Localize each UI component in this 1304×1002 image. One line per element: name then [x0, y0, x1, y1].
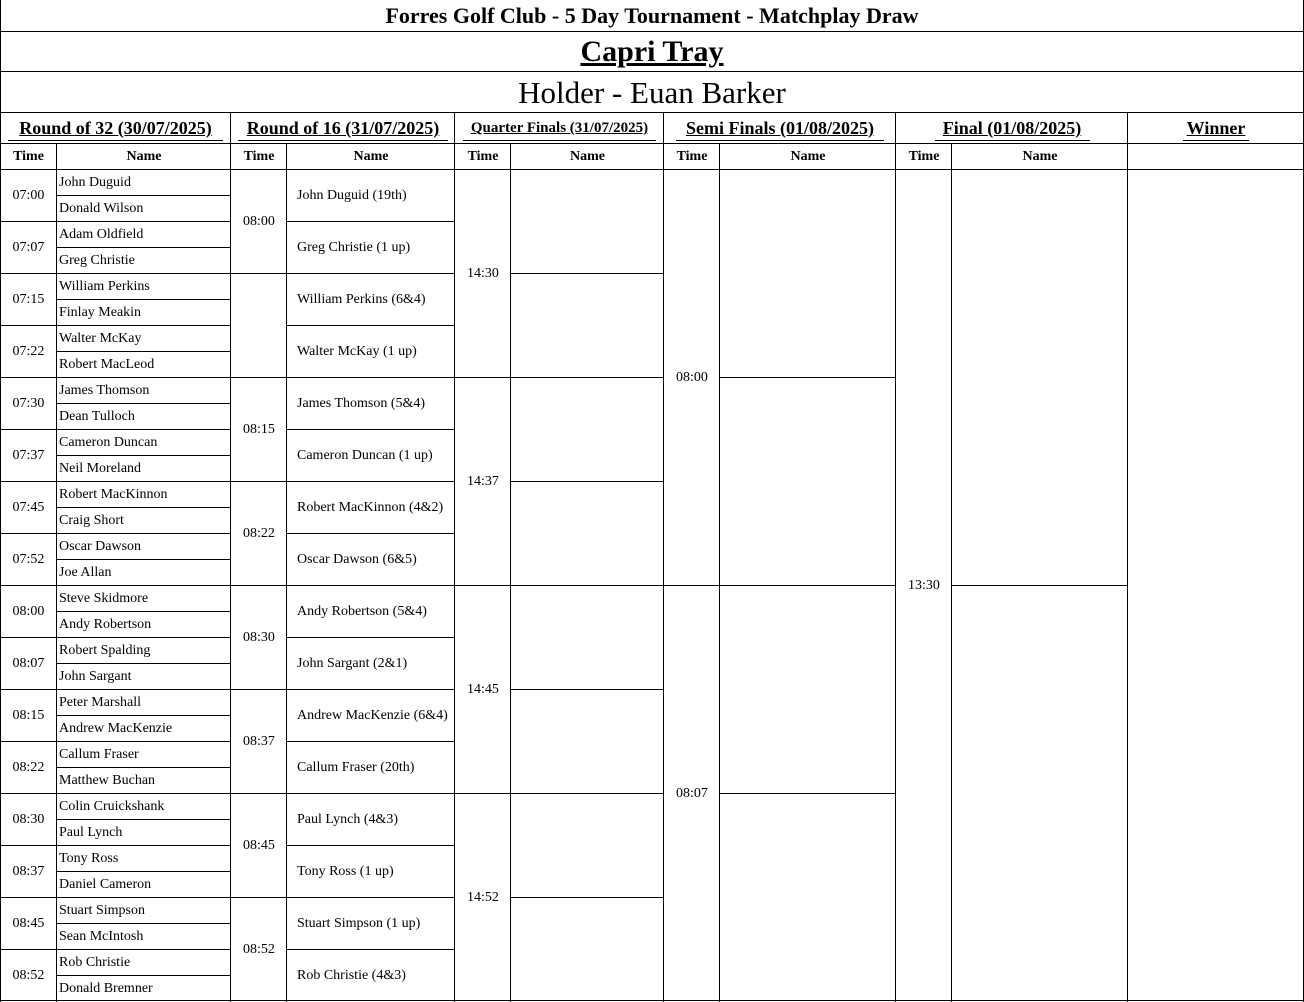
r32-time-header: Time [13, 149, 44, 164]
r16-tee-time: 08:22 [243, 526, 275, 541]
qf-player-slot [511, 794, 664, 898]
quarter-finals-header: Quarter Finals (31/07/2025) [470, 120, 649, 136]
r32-player-name: John Duguid [59, 175, 131, 190]
r32-player-name: Oscar Dawson [59, 539, 142, 554]
r32-player-name: William Perkins [59, 279, 150, 294]
sf-player-slot [720, 170, 896, 378]
r32-player-name: Robert MacKinnon [59, 487, 168, 502]
sf-player-slot [720, 794, 896, 1002]
r32-tee-time: 07:30 [12, 396, 45, 411]
r32-player-name: Neil Moreland [59, 461, 142, 476]
r16-player-name: Andy Robertson (5&4) [297, 604, 427, 619]
r32-tee-time: 07:22 [12, 344, 45, 359]
r32-tee-time: 07:37 [12, 448, 45, 463]
qf-player-slot [511, 274, 664, 378]
r16-player-name: Robert MacKinnon (4&2) [297, 500, 444, 515]
final-player-slot [952, 586, 1128, 1002]
r32-tee-time: 08:00 [12, 604, 45, 619]
final-tee-time: 13:30 [908, 578, 940, 593]
r16-tee-time: 08:30 [243, 630, 275, 645]
winner-header: Winner [1186, 118, 1246, 138]
qf-tee-time: 14:37 [467, 474, 499, 489]
r32-player-name: Callum Fraser [59, 747, 139, 762]
sf-tee-time: 08:07 [676, 786, 708, 801]
r16-player-name: John Duguid (19th) [297, 188, 407, 203]
r32-player-name: Stuart Simpson [59, 903, 145, 918]
r32-player-name: James Thomson [59, 383, 150, 398]
r16-player-name: Rob Christie (4&3) [297, 968, 406, 983]
r32-player-name: Joe Allan [59, 565, 112, 580]
r32-player-name: Dean Tulloch [59, 409, 135, 424]
r32-player-name: Colin Cruickshank [59, 799, 165, 814]
r16-player-name: Oscar Dawson (6&5) [297, 552, 417, 567]
r32-name-header: Name [126, 149, 162, 164]
r16-player-name: James Thomson (5&4) [297, 396, 426, 411]
r32-tee-time: 08:30 [12, 812, 45, 827]
qf-player-slot [511, 586, 664, 690]
sf-name-header: Name [790, 149, 826, 164]
sf-time-header: Time [676, 149, 708, 164]
r16-tee-time: 08:15 [243, 422, 275, 437]
r32-tee-time: 07:45 [12, 500, 45, 515]
r16-tee-time: 08:45 [243, 838, 275, 853]
r32-player-name: Greg Christie [59, 253, 135, 268]
trophy-title: Capri Tray [580, 35, 724, 68]
r32-player-name: Adam Oldfield [59, 227, 144, 242]
qf-name-header: Name [570, 149, 605, 164]
qf-player-slot [511, 482, 664, 586]
r16-tee-time: 08:37 [243, 734, 275, 749]
r32-player-name: Donald Bremner [59, 981, 153, 996]
r32-player-name: Rob Christie [59, 955, 131, 970]
r32-player-name: John Sargant [59, 669, 132, 684]
holder-text: Holder - Euan Barker [518, 74, 786, 110]
r32-tee-time: 08:15 [12, 708, 45, 723]
qf-tee-time: 14:30 [467, 266, 499, 281]
r32-player-name: Robert Spalding [59, 643, 151, 658]
r32-tee-time: 07:52 [12, 552, 45, 567]
sf-tee-time: 08:00 [676, 370, 708, 385]
r16-name-header: Name [353, 149, 389, 164]
r16-player-name: Tony Ross (1 up) [297, 864, 394, 879]
r32-player-name: Peter Marshall [59, 695, 142, 710]
r32-tee-time: 08:45 [12, 916, 45, 931]
final-header: Final (01/08/2025) [942, 118, 1082, 138]
qf-player-slot [511, 898, 664, 1002]
r32-tee-time: 08:52 [12, 968, 45, 983]
r32-player-name: Cameron Duncan [59, 435, 158, 450]
qf-tee-time: 14:52 [467, 890, 499, 905]
r32-player-name: Donald Wilson [59, 201, 144, 216]
r16-player-name: Cameron Duncan (1 up) [297, 448, 433, 463]
round-32-header: Round of 32 (30/07/2025) [19, 118, 212, 138]
qf-time-header: Time [467, 149, 499, 164]
sf-player-slot [720, 378, 896, 586]
r16-tee-time [231, 274, 287, 378]
r16-tee-time: 08:52 [243, 942, 275, 957]
r16-player-name: Greg Christie (1 up) [297, 240, 411, 255]
r32-player-name: Matthew Buchan [59, 773, 156, 788]
r32-tee-time: 08:22 [12, 760, 45, 775]
r16-player-name: Walter McKay (1 up) [297, 344, 417, 359]
r32-player-name: Tony Ross [59, 851, 119, 866]
r32-player-name: Steve Skidmore [59, 591, 149, 606]
r32-player-name: Andrew MacKenzie [59, 721, 173, 736]
sf-player-slot [720, 586, 896, 794]
r32-player-name: Paul Lynch [59, 825, 123, 840]
r32-tee-time: 08:37 [12, 864, 45, 879]
r32-player-name: Daniel Cameron [59, 877, 152, 892]
r16-player-name: William Perkins (6&4) [297, 292, 426, 307]
final-player-slot [952, 170, 1128, 586]
r32-player-name: Craig Short [59, 513, 124, 528]
r16-player-name: John Sargant (2&1) [297, 656, 408, 671]
r16-tee-time: 08:00 [243, 214, 275, 229]
r16-player-name: Andrew MacKenzie (6&4) [297, 708, 448, 723]
qf-player-slot [511, 170, 664, 274]
r32-player-name: Andy Robertson [59, 617, 152, 632]
qf-player-slot [511, 378, 664, 482]
r16-player-name: Stuart Simpson (1 up) [297, 916, 421, 931]
r16-player-name: Paul Lynch (4&3) [297, 812, 399, 827]
winner-slot [1128, 170, 1304, 1002]
r32-player-name: Finlay Meakin [59, 305, 142, 320]
r16-player-name: Callum Fraser (20th) [297, 760, 415, 775]
final-time-header: Time [908, 149, 940, 164]
r32-player-name: Walter McKay [59, 331, 142, 346]
r32-tee-time: 07:15 [12, 292, 45, 307]
tournament-title: Forres Golf Club - 5 Day Tournament - Matchplay Draw [385, 3, 919, 28]
r32-tee-time: 07:00 [12, 188, 45, 203]
qf-tee-time: 14:45 [467, 682, 499, 697]
r32-player-name: Sean McIntosh [59, 929, 144, 944]
qf-player-slot [511, 690, 664, 794]
r32-tee-time: 07:07 [12, 240, 45, 255]
final-name-header: Name [1022, 149, 1058, 164]
r16-time-header: Time [243, 149, 275, 164]
round-16-header: Round of 16 (31/07/2025) [246, 118, 440, 138]
r32-tee-time: 08:07 [12, 656, 45, 671]
semi-finals-header: Semi Finals (01/08/2025) [686, 118, 874, 138]
r32-player-name: Robert MacLeod [59, 357, 155, 372]
